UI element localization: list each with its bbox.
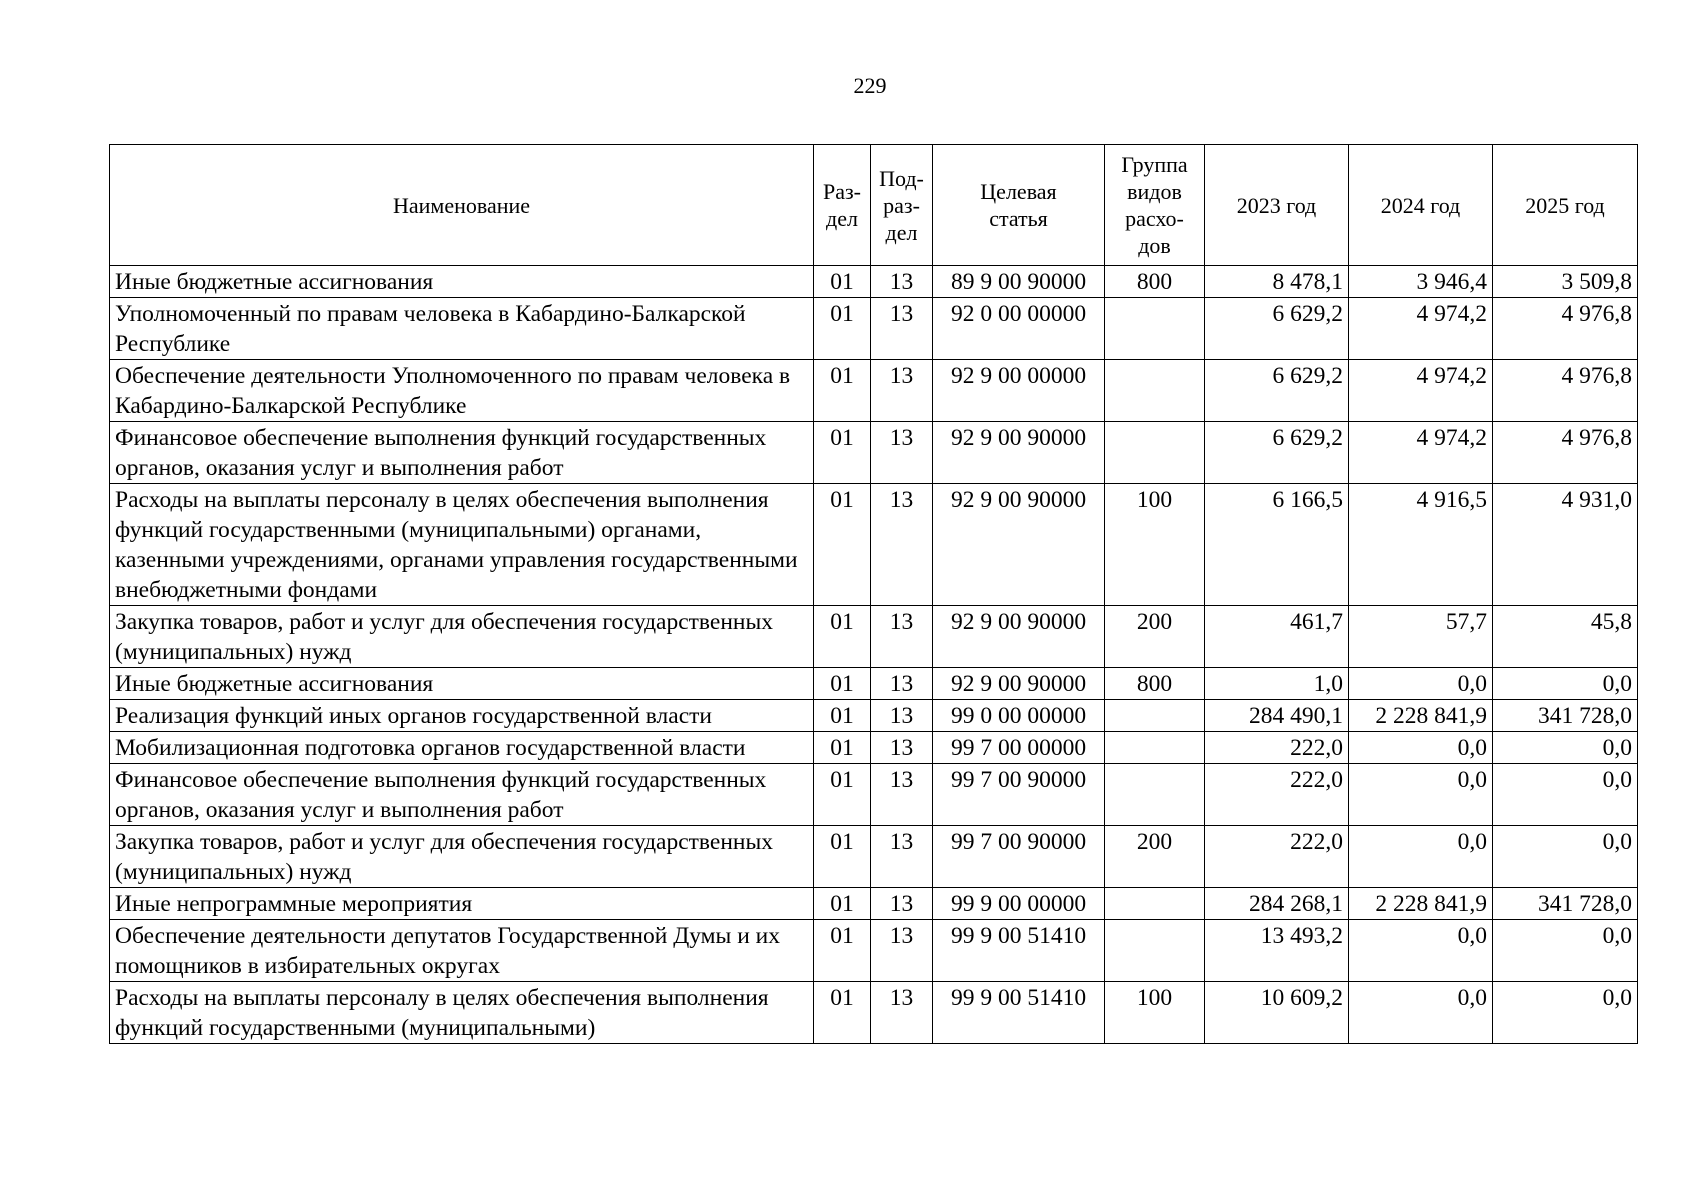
row-name: Расходы на выплаты персоналу в целях обеспечения выполнения функций государственными (муниципальными) органами, казенными учреждениями, органами управления государственными внебюджетными фондами (110, 484, 814, 606)
row-value-2023: 222,0 (1205, 826, 1349, 888)
row-razdel: 01 (814, 484, 871, 606)
header-2024: 2024 год (1349, 145, 1493, 266)
row-razdel: 01 (814, 920, 871, 982)
row-celevaya-statya: 92 9 00 90000 (933, 422, 1105, 484)
row-name: Финансовое обеспечение выполнения функций государственных органов, оказания услуг и выполнения работ (110, 764, 814, 826)
row-value-2023: 6 629,2 (1205, 360, 1349, 422)
header-name: Наименование (110, 145, 814, 266)
table-row (110, 606, 1638, 668)
row-podrazdel: 13 (871, 606, 933, 668)
row-razdel: 01 (814, 764, 871, 826)
row-podrazdel: 13 (871, 700, 933, 732)
row-podrazdel: 13 (871, 888, 933, 920)
row-value-2024: 3 946,4 (1349, 266, 1493, 298)
page-number: 229 (853, 73, 887, 98)
row-value-2023: 6 166,5 (1205, 484, 1349, 606)
row-razdel: 01 (814, 668, 871, 700)
row-value-2024: 2 228 841,9 (1349, 888, 1493, 920)
row-celevaya-statya: 92 9 00 90000 (933, 484, 1105, 606)
row-value-2023: 284 268,1 (1205, 888, 1349, 920)
row-value-2023: 461,7 (1205, 606, 1349, 668)
row-name: Обеспечение деятельности Уполномоченного по правам человека в Кабардино-Балкарской Республике (110, 360, 814, 422)
row-gruppa: 100 (1105, 484, 1205, 606)
row-value-2025: 4 976,8 (1493, 298, 1638, 360)
row-podrazdel: 13 (871, 826, 933, 888)
table-row (110, 422, 1638, 484)
row-razdel: 01 (814, 298, 871, 360)
row-podrazdel: 13 (871, 484, 933, 606)
header-podrazdel: Под- раз- дел (871, 145, 933, 266)
row-name: Закупка товаров, работ и услуг для обеспечения государственных (муниципальных) нужд (110, 826, 814, 888)
row-value-2023: 284 490,1 (1205, 700, 1349, 732)
row-value-2024: 0,0 (1349, 732, 1493, 764)
row-razdel: 01 (814, 360, 871, 422)
row-value-2023: 222,0 (1205, 732, 1349, 764)
row-value-2025: 0,0 (1493, 668, 1638, 700)
row-name: Расходы на выплаты персоналу в целях обеспечения выполнения функций государственными (муниципальными) (110, 982, 814, 1044)
row-value-2024: 0,0 (1349, 826, 1493, 888)
row-value-2024: 57,7 (1349, 606, 1493, 668)
row-gruppa (1105, 298, 1205, 360)
row-value-2024: 4 974,2 (1349, 422, 1493, 484)
row-value-2025: 0,0 (1493, 982, 1638, 1044)
budget-table (109, 144, 1638, 1044)
row-value-2023: 6 629,2 (1205, 298, 1349, 360)
row-celevaya-statya: 89 9 00 90000 (933, 266, 1105, 298)
row-value-2025: 341 728,0 (1493, 700, 1638, 732)
row-gruppa (1105, 732, 1205, 764)
table-row (110, 668, 1638, 700)
row-value-2024: 4 974,2 (1349, 298, 1493, 360)
row-name: Закупка товаров, работ и услуг для обеспечения государственных (муниципальных) нужд (110, 606, 814, 668)
row-gruppa: 800 (1105, 668, 1205, 700)
row-name: Мобилизационная подготовка органов государственной власти (110, 732, 814, 764)
table-body (110, 266, 1638, 1044)
table-row (110, 982, 1638, 1044)
row-name: Иные бюджетные ассигнования (110, 266, 814, 298)
row-value-2025: 0,0 (1493, 826, 1638, 888)
row-value-2025: 4 976,8 (1493, 360, 1638, 422)
row-celevaya-statya: 99 7 00 90000 (933, 764, 1105, 826)
row-celevaya-statya: 92 9 00 00000 (933, 360, 1105, 422)
row-name: Финансовое обеспечение выполнения функций государственных органов, оказания услуг и выполнения работ (110, 422, 814, 484)
row-value-2024: 4 916,5 (1349, 484, 1493, 606)
row-value-2025: 3 509,8 (1493, 266, 1638, 298)
row-gruppa: 200 (1105, 826, 1205, 888)
row-value-2023: 1,0 (1205, 668, 1349, 700)
table-row (110, 298, 1638, 360)
row-value-2023: 222,0 (1205, 764, 1349, 826)
row-podrazdel: 13 (871, 422, 933, 484)
row-podrazdel: 13 (871, 668, 933, 700)
row-celevaya-statya: 99 7 00 90000 (933, 826, 1105, 888)
row-name: Уполномоченный по правам человека в Кабардино-Балкарской Республике (110, 298, 814, 360)
table-row (110, 764, 1638, 826)
row-gruppa (1105, 764, 1205, 826)
row-gruppa: 200 (1105, 606, 1205, 668)
row-celevaya-statya: 99 9 00 51410 (933, 982, 1105, 1044)
row-razdel: 01 (814, 826, 871, 888)
row-value-2025: 0,0 (1493, 732, 1638, 764)
table-row (110, 888, 1638, 920)
row-podrazdel: 13 (871, 764, 933, 826)
row-celevaya-statya: 92 9 00 90000 (933, 606, 1105, 668)
row-razdel: 01 (814, 700, 871, 732)
header-2023: 2023 год (1205, 145, 1349, 266)
row-gruppa (1105, 700, 1205, 732)
row-razdel: 01 (814, 732, 871, 764)
row-value-2024: 2 228 841,9 (1349, 700, 1493, 732)
row-podrazdel: 13 (871, 732, 933, 764)
table-row (110, 266, 1638, 298)
row-value-2023: 6 629,2 (1205, 422, 1349, 484)
row-value-2024: 0,0 (1349, 982, 1493, 1044)
row-celevaya-statya: 92 0 00 00000 (933, 298, 1105, 360)
row-razdel: 01 (814, 888, 871, 920)
row-value-2025: 4 931,0 (1493, 484, 1638, 606)
row-value-2024: 0,0 (1349, 764, 1493, 826)
header-celevaya-statya: Целевая статья (933, 145, 1105, 266)
table-row (110, 732, 1638, 764)
header-gruppa-vidov-rashodov: Группа видов расхо- дов (1105, 145, 1205, 266)
row-gruppa (1105, 888, 1205, 920)
row-podrazdel: 13 (871, 266, 933, 298)
row-podrazdel: 13 (871, 920, 933, 982)
row-celevaya-statya: 99 0 00 00000 (933, 700, 1105, 732)
row-gruppa: 800 (1105, 266, 1205, 298)
header-2025: 2025 год (1493, 145, 1638, 266)
row-podrazdel: 13 (871, 298, 933, 360)
table-row (110, 484, 1638, 606)
row-value-2025: 341 728,0 (1493, 888, 1638, 920)
table-header-row (110, 145, 1638, 266)
row-gruppa (1105, 422, 1205, 484)
table-row (110, 360, 1638, 422)
row-value-2024: 0,0 (1349, 920, 1493, 982)
row-gruppa: 100 (1105, 982, 1205, 1044)
row-razdel: 01 (814, 266, 871, 298)
row-value-2023: 10 609,2 (1205, 982, 1349, 1044)
row-value-2023: 8 478,1 (1205, 266, 1349, 298)
row-name: Иные бюджетные ассигнования (110, 668, 814, 700)
row-celevaya-statya: 92 9 00 90000 (933, 668, 1105, 700)
table-row (110, 700, 1638, 732)
row-razdel: 01 (814, 606, 871, 668)
row-razdel: 01 (814, 982, 871, 1044)
table-row (110, 826, 1638, 888)
row-name: Иные непрограммные мероприятия (110, 888, 814, 920)
row-value-2024: 0,0 (1349, 668, 1493, 700)
row-celevaya-statya: 99 7 00 00000 (933, 732, 1105, 764)
row-razdel: 01 (814, 422, 871, 484)
row-gruppa (1105, 920, 1205, 982)
row-name: Реализация функций иных органов государственной власти (110, 700, 814, 732)
row-value-2025: 0,0 (1493, 764, 1638, 826)
row-podrazdel: 13 (871, 360, 933, 422)
row-celevaya-statya: 99 9 00 51410 (933, 920, 1105, 982)
row-podrazdel: 13 (871, 982, 933, 1044)
row-value-2025: 45,8 (1493, 606, 1638, 668)
row-name: Обеспечение деятельности депутатов Государственной Думы и их помощников в избирательных округах (110, 920, 814, 982)
table-row (110, 920, 1638, 982)
row-value-2023: 13 493,2 (1205, 920, 1349, 982)
row-value-2024: 4 974,2 (1349, 360, 1493, 422)
row-gruppa (1105, 360, 1205, 422)
header-razdel: Раз- дел (814, 145, 871, 266)
row-value-2025: 0,0 (1493, 920, 1638, 982)
row-celevaya-statya: 99 9 00 00000 (933, 888, 1105, 920)
row-value-2025: 4 976,8 (1493, 422, 1638, 484)
